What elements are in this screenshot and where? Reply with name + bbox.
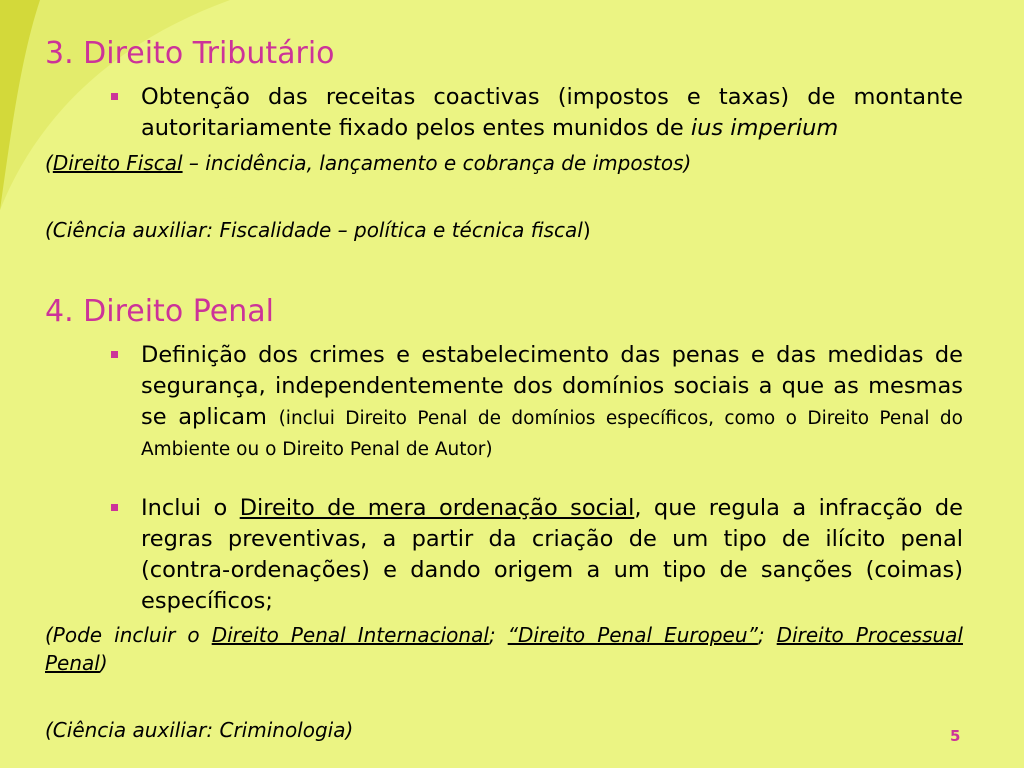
bullet-marker [111, 351, 118, 358]
bullet-text-before: Inclui o [141, 495, 240, 521]
mera-ordenacao-link: Direito de mera ordenação social [239, 495, 635, 521]
pode-incluir-text: (Pode incluir o [45, 623, 212, 647]
section-4-bullet-inclui [141, 493, 963, 617]
paren-close: ) [582, 218, 591, 242]
bullet-text: Obtenção das receitas coactivas (impostos e taxas) de montante autoritariamente fixado pelos entes munidos de [141, 84, 963, 141]
paren-open: ( [45, 151, 53, 175]
paren-close: ) [99, 651, 108, 675]
bullet-marker [111, 504, 118, 511]
direito-penal-europeu-link: “Direito Penal Europeu” [507, 623, 758, 647]
direito-fiscal-link: Direito Fiscal [52, 151, 183, 175]
ciencia-auxiliar-text: (Ciência auxiliar: Fiscalidade – política e técnica fiscal [45, 218, 583, 242]
direito-penal-internacional-link: Direito Penal Internacional [211, 623, 489, 647]
separator: ; [488, 623, 508, 647]
direito-fiscal-desc: – incidência, lançamento e cobrança de impostos) [182, 151, 692, 175]
bullet-marker [111, 93, 118, 100]
direito-fiscal-line [45, 149, 963, 177]
separator: ; [757, 623, 777, 647]
ius-imperium-text: ius imperium [690, 115, 839, 141]
direito-processual-penal-link: Direito Processual Penal [45, 623, 963, 675]
section-4-bullet-definicao [141, 340, 963, 464]
bullet-text-after: , que regula a infracção de regras preventivas, a partir da criação de um tipo de ilícito penal (contra-ordenações) e dando origem a um tipo de sanções (coimas) específicos; [141, 495, 963, 614]
section-4-title: 4. Direito Penal [45, 294, 274, 329]
bullet-note: (inclui Direito Penal de domínios específicos, como o Direito Penal do Ambiente ou o Direito Penal de Autor) [141, 408, 963, 460]
ciencia-auxiliar-fiscal [45, 216, 963, 244]
ciencia-auxiliar-criminologia: (Ciência auxiliar: Criminologia) [45, 718, 354, 742]
pode-incluir-line [45, 621, 963, 677]
bullet-text: Definição dos crimes e estabelecimento das penas e das medidas de segurança, independentemente dos domínios sociais a que as mesmas se aplicam [141, 342, 963, 430]
section-3-bullet [141, 82, 963, 144]
page-number: 5 [950, 727, 961, 745]
section-3-title: 3. Direito Tributário [45, 36, 335, 71]
